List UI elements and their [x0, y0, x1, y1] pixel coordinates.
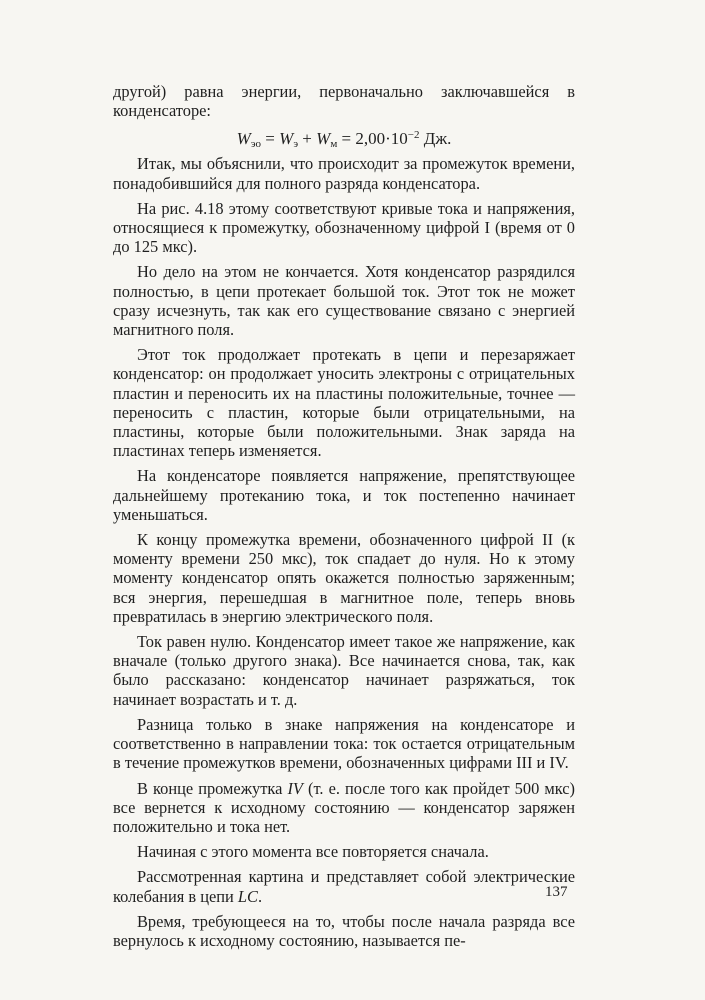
formula-unit: Дж.: [423, 129, 452, 149]
para-before-italic: В конце промежутка: [137, 778, 283, 798]
formula-w-electric: W: [279, 129, 294, 149]
formula-w-magnetic: W: [316, 129, 331, 149]
paragraph: [113, 867, 575, 905]
energy-formula: [113, 124, 575, 151]
paragraph: Этот ток продолжает протекать в цепи и перезаряжает конденсатор: он продолжает уносить электроны с отрицательных пластин и переносить их на пластины положительные, точнее — переносить с пластин, которые были отрицательными, на пластины, которые были положительными. Знак заряда на пластинах теперь изменяется.: [113, 345, 575, 461]
paragraph: Время, требующееся на то, чтобы после начала разряда все вернулось к исходному состоянию, называется пе-: [113, 911, 575, 950]
paragraph: Начиная с этого момента все повторяется сначала.: [137, 842, 489, 862]
formula-sub-magnetic: м: [330, 138, 338, 151]
formula-plus: +: [302, 129, 312, 149]
page-text: [113, 82, 575, 950]
paragraph: Разница только в знаке напряжения на конденсаторе и соответственно в направлении тока: ток остается отрицательным в течение промежутков времени, обозначенных цифрами III и IV.: [113, 714, 575, 773]
formula-exponent: −2: [407, 129, 420, 142]
paragraph-continuation: другой) равна энергии, первоначально заключавшейся в конденсаторе:: [113, 82, 575, 121]
paragraph: Итак, мы объяснили, что происходит за промежуток времени, понадобившийся для полного разряда конденсатора.: [113, 154, 575, 193]
formula-sub-total: эо: [250, 138, 262, 151]
paragraph: [113, 779, 575, 837]
paragraph: На конденсаторе появляется напряжение, препятствующее дальнейшему протеканию тока, и ток постепенно начинает уменьшаться.: [113, 466, 575, 524]
para-lc-period: .: [257, 886, 263, 906]
formula-w-total: W: [236, 129, 251, 149]
formula-equals-2: =: [341, 129, 352, 149]
paragraph: К концу промежутка времени, обозначенного цифрой II (к моменту времени 250 мкс), ток спадает до нуля. Но к этому моменту конденсатор опять окажется полностью заряженным; вся энергия, перешедшая в магнитное поле, теперь вновь превратилась в энергию электрического поля.: [113, 530, 575, 626]
para-italic-iv: IV: [287, 778, 303, 798]
para-after-italic: (т. е. после того как пройдет 500 мкс) все вернется к исходному состоянию — конденсатор заряжен положительно и тока нет.: [113, 778, 575, 836]
para-lc-text: Рассмотренная картина и представляет собой электрические колебания в цепи: [113, 867, 575, 906]
page-number: 137: [545, 884, 568, 900]
circuit-name-lc: LC: [237, 886, 258, 906]
formula-sub-electric: э: [293, 138, 299, 151]
paragraph: Но дело на этом не кончается. Хотя конденсатор разрядился полностью, в цепи протекает большой ток. Этот ток не может сразу исчезнуть, так как его существование связано с энергией магнитного поля.: [113, 262, 575, 340]
formula-equals: =: [265, 129, 275, 149]
formula-mantissa: 2,00·10: [355, 129, 408, 149]
paragraph: Ток равен нулю. Конденсатор имеет такое же напряжение, как вначале (только другого знака). Все начинается снова, так, как было рассказано: конденсатор начинает разряжаться, ток начинает возрастать и т. д.: [113, 632, 575, 709]
paragraph: На рис. 4.18 этому соответствуют кривые тока и напряжения, относящиеся к промежутку, обозначенному цифрой I (время от 0 до 125 мкс).: [113, 198, 575, 257]
